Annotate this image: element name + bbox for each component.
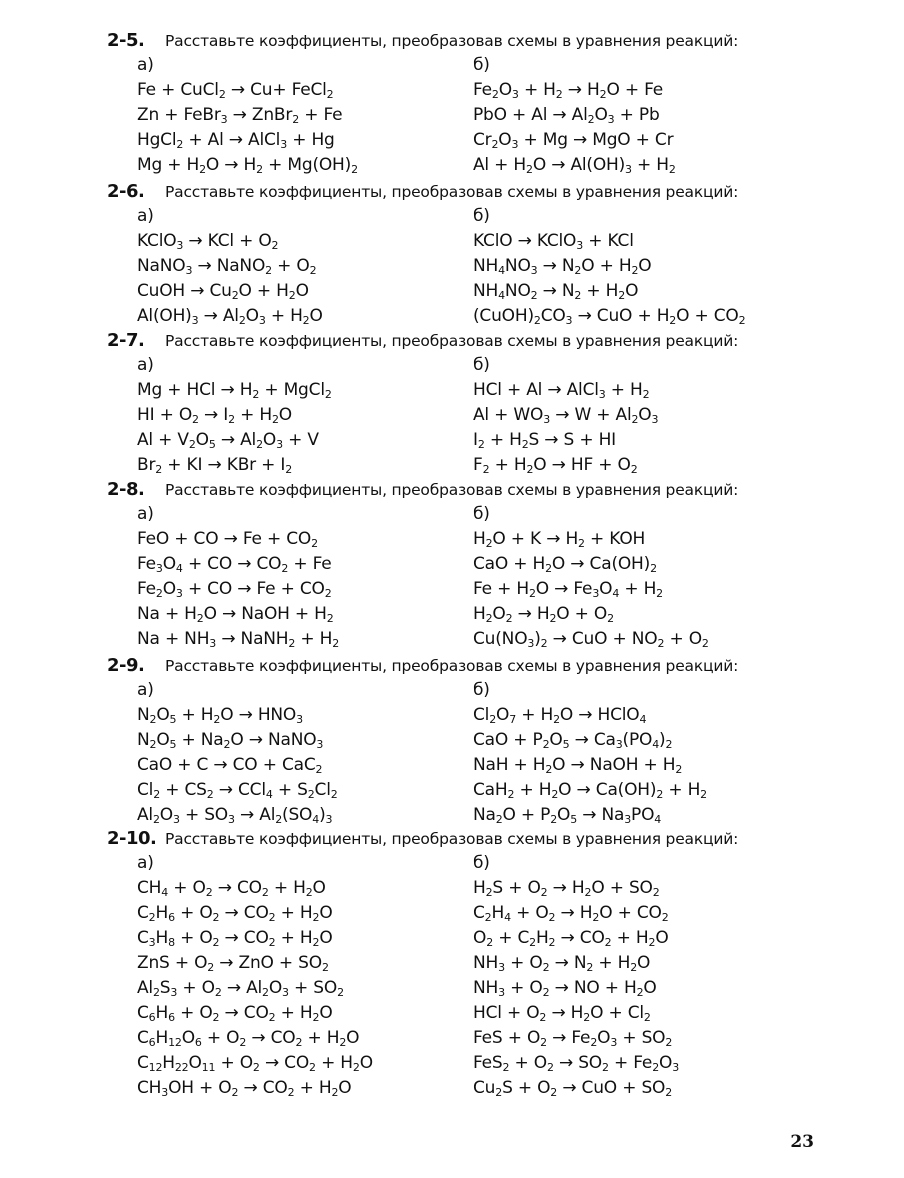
reaction-scheme: HCl + Al → AlCl$_3$ + $H_2$ bbox=[473, 380, 650, 401]
column-a bbox=[137, 502, 339, 652]
column-label: б) bbox=[473, 680, 490, 700]
problem-2-10 bbox=[107, 826, 827, 1101]
problem-number: 2-7. bbox=[107, 330, 145, 351]
reaction-scheme: FeO + CO → $Fe + CO_2$ bbox=[137, 529, 318, 550]
problem-2-9 bbox=[107, 653, 827, 828]
column-b bbox=[473, 502, 709, 652]
column-label: б) bbox=[473, 504, 490, 524]
problem-title bbox=[107, 28, 827, 53]
reaction-columns bbox=[107, 851, 827, 1101]
column-b bbox=[473, 53, 676, 178]
problem-number: 2-9. bbox=[107, 655, 145, 676]
reaction-scheme: KClO$_3$ → KCl + $O_2$ bbox=[137, 231, 279, 252]
reaction-scheme: $Na + NH_3$ → NaNH$_2$ + $H_2$ bbox=[137, 629, 340, 650]
problem-title bbox=[107, 179, 827, 204]
reaction-scheme: ZnS + $O_2$ → ZnO + $SO_2$ bbox=[137, 953, 329, 974]
problem-title bbox=[107, 826, 827, 851]
problem-number: 2-6. bbox=[107, 181, 145, 202]
problem-instruction: Расставьте коэффициенты, преобразовав схемы в уравнения реакций: bbox=[165, 183, 739, 201]
column-label: б) bbox=[473, 206, 490, 226]
reaction-scheme: $Al + WO_3 \to W + Al_2O_3$ bbox=[473, 405, 659, 426]
reaction-scheme: $Mg + H_2O \to H_2 + Mg(OH)_2$ bbox=[137, 155, 358, 176]
reaction-scheme: $C_{12}H_{22}O_{11} + O_2 \to CO_2 + H_2O$ bbox=[137, 1053, 373, 1074]
reaction-scheme: $F_2 + H_2O$ → HF + $O_2$ bbox=[473, 455, 638, 476]
reaction-scheme: CaO + $H_2O \to Ca(OH)_2$ bbox=[473, 554, 657, 575]
reaction-scheme: $C_2H_6 + O_2 \to CO_2 + H_2O$ bbox=[137, 903, 333, 924]
problem-title bbox=[107, 477, 827, 502]
reaction-scheme: Fe + CuCl$_2$ → Cu+ FeCl$_2$ bbox=[137, 80, 334, 101]
column-label: б) bbox=[473, 853, 490, 873]
reaction-scheme: $C_6H_6 + O_2 \to CO_2 + H_2O$ bbox=[137, 1003, 333, 1024]
reaction-columns bbox=[107, 353, 827, 478]
problem-instruction: Расставьте коэффициенты, преобразовав схемы в уравнения реакций: bbox=[165, 481, 739, 499]
problem-instruction: Расставьте коэффициенты, преобразовав схемы в уравнения реакций: bbox=[165, 657, 739, 675]
column-a bbox=[137, 851, 373, 1101]
reaction-scheme: KClO → KClO$_3$ + KCl bbox=[473, 231, 634, 252]
column-a bbox=[137, 53, 358, 178]
problem-2-7 bbox=[107, 328, 827, 478]
column-label: а) bbox=[137, 853, 154, 873]
reaction-scheme: Mg + HCl → $H_2$ + MgCl$_2$ bbox=[137, 380, 332, 401]
problem-instruction: Расставьте коэффициенты, преобразовав схемы в уравнения реакций: bbox=[165, 830, 739, 848]
column-label: б) bbox=[473, 55, 490, 75]
reaction-columns bbox=[107, 53, 827, 178]
reaction-scheme: $Al_2S_3 + O_2 \to Al_2O_3 + SO_2$ bbox=[137, 978, 344, 999]
reaction-scheme: $Al_2O_3 + SO_3 \to Al_2(SO_4)_3$ bbox=[137, 805, 333, 826]
column-a bbox=[137, 204, 323, 329]
column-b bbox=[473, 851, 679, 1101]
column-label: а) bbox=[137, 206, 154, 226]
column-b bbox=[473, 678, 707, 828]
reaction-scheme: $Al + H_2O \to Al(OH)_3 + H_2$ bbox=[473, 155, 676, 176]
reaction-scheme: $NH_3 + O_2 \to N_2 + H_2O$ bbox=[473, 953, 651, 974]
reaction-scheme: $NH_4NO_3 \to N_2O + H_2O$ bbox=[473, 256, 652, 277]
reaction-columns bbox=[107, 502, 827, 652]
reaction-scheme: $Fe_2O_3$ + CO → $Fe + CO_2$ bbox=[137, 579, 332, 600]
reaction-scheme: $Cl_2 + CS_2 \to CCl_4 + S_2Cl_2$ bbox=[137, 780, 338, 801]
problem-2-8 bbox=[107, 477, 827, 652]
reaction-scheme: CuOH → $Cu_2O + H_2O$ bbox=[137, 281, 309, 302]
column-label: а) bbox=[137, 680, 154, 700]
reaction-scheme: $I_2 + H_2S \to S$ + HI bbox=[473, 430, 616, 451]
reaction-scheme: $Fe_3O_4$ + CO → $CO_2 + Fe$ bbox=[137, 554, 332, 575]
problem-2-6 bbox=[107, 179, 827, 329]
reaction-scheme: PbO + $Al \to Al_2O_3 + Pb$ bbox=[473, 105, 660, 126]
reaction-scheme: Zn + FeBr$_3$ → ZnBr$_2$ + Fe bbox=[137, 105, 343, 126]
reaction-scheme: FeS + $O_2 \to Fe_2O_3 + SO_2$ bbox=[473, 1028, 673, 1049]
reaction-scheme: $H_2O_2 \to H_2O + O_2$ bbox=[473, 604, 614, 625]
problem-number: 2-10. bbox=[107, 828, 157, 849]
reaction-scheme: $CH_3OH + O_2 \to CO_2 + H_2O$ bbox=[137, 1078, 352, 1099]
reaction-scheme: HgCl$_2$ + Al → AlCl$_3$ + Hg bbox=[137, 130, 335, 151]
reaction-scheme: $C_2H_4 + O_2 \to H_2O + CO_2$ bbox=[473, 903, 669, 924]
column-a bbox=[137, 353, 332, 478]
reaction-scheme: NaNO$_3$ → NaNO$_2$ + $O_2$ bbox=[137, 256, 317, 277]
problem-number: 2-5. bbox=[107, 30, 145, 51]
column-label: а) bbox=[137, 55, 154, 75]
column-a bbox=[137, 678, 338, 828]
page-number: 23 bbox=[790, 1132, 814, 1152]
reaction-scheme: $NH_3 + O_2$ → NO + $H_2O$ bbox=[473, 978, 657, 999]
reaction-scheme: $CaH_2 + H_2O \to Ca(OH)_2 + H_2$ bbox=[473, 780, 707, 801]
reaction-scheme: $Cu_2S + O_2$ → CuO + $SO_2$ bbox=[473, 1078, 673, 1099]
reaction-scheme: $O_2 + C_2H_2 \to CO_2 + H_2O$ bbox=[473, 928, 669, 949]
reaction-scheme: $H_2S + O_2 \to H_2O + SO_2$ bbox=[473, 878, 660, 899]
reaction-scheme: $Al + V_2O_5 \to Al_2O_3 + V$ bbox=[137, 430, 319, 451]
column-label: а) bbox=[137, 504, 154, 524]
problem-2-5 bbox=[107, 28, 827, 178]
reaction-scheme: $N_2O_5 + Na_2O$ → NaNO$_3$ bbox=[137, 730, 324, 751]
problem-number: 2-8. bbox=[107, 479, 145, 500]
reaction-scheme: $Cl_2O_7 + H_2O$ → HClO$_4$ bbox=[473, 705, 647, 726]
reaction-scheme: $Cr_2O_3 + Mg$ → MgO + Cr bbox=[473, 130, 674, 151]
reaction-scheme: $C_3H_8 + O_2 \to CO_2 + H_2O$ bbox=[137, 928, 333, 949]
reaction-scheme: $CH_4 + O_2 \to CO_2 + H_2O$ bbox=[137, 878, 326, 899]
reaction-scheme: $FeS_2 + O_2 \to SO_2 + Fe_2O_3$ bbox=[473, 1053, 679, 1074]
reaction-scheme: HCl + $O_2 \to H_2O + Cl_2$ bbox=[473, 1003, 651, 1024]
reaction-scheme: $Br_2$ + KI → KBr + $I_2$ bbox=[137, 455, 293, 476]
reaction-scheme: $NH_4NO_2 \to N_2 + H_2O$ bbox=[473, 281, 639, 302]
column-label: б) bbox=[473, 355, 490, 375]
problem-instruction: Расставьте коэффициенты, преобразовав схемы в уравнения реакций: bbox=[165, 32, 739, 50]
problem-title bbox=[107, 653, 827, 678]
reaction-scheme: $N_2O_5 + H_2O \to HNO_3$ bbox=[137, 705, 303, 726]
reaction-scheme: CaO + $P_2O_5 \to Ca_3(PO_4)_2$ bbox=[473, 730, 673, 751]
reaction-columns bbox=[107, 678, 827, 828]
column-label: а) bbox=[137, 355, 154, 375]
reaction-scheme: $C_6H_{12}O_6 + O_2 \to CO_2 + H_2O$ bbox=[137, 1028, 360, 1049]
reaction-scheme: $Al(OH)_3 \to Al_2O_3 + H_2O$ bbox=[137, 306, 323, 327]
reaction-scheme: $Fe + H_2O \to Fe_3O_4 + H_2$ bbox=[473, 579, 663, 600]
reaction-scheme: $Fe_2O_3 + H_2 \to H_2O + Fe$ bbox=[473, 80, 663, 101]
reaction-columns bbox=[107, 204, 827, 329]
problem-instruction: Расставьте коэффициенты, преобразовав схемы в уравнения реакций: bbox=[165, 332, 739, 350]
column-b bbox=[473, 204, 745, 329]
reaction-scheme: $Na_2O + P_2O_5 \to Na_3PO_4$ bbox=[473, 805, 662, 826]
reaction-scheme: $H_2O + K \to H_2$ + KOH bbox=[473, 529, 646, 550]
problem-title bbox=[107, 328, 827, 353]
reaction-scheme: HI + $O_2 \to I_2 + H_2O$ bbox=[137, 405, 292, 426]
reaction-scheme: CaO + C → CO + CaC$_2$ bbox=[137, 755, 323, 776]
reaction-scheme: NaH + $H_2O$ → NaOH + $H_2$ bbox=[473, 755, 683, 776]
reaction-scheme: $Cu(NO_3)_2$ → CuO + $NO_2 + O_2$ bbox=[473, 629, 709, 650]
reaction-scheme: $(CuOH)_2CO_3$ → CuO + $H_2O + CO_2$ bbox=[473, 306, 746, 327]
reaction-scheme: $Na + H_2O$ → NaOH + $H_2$ bbox=[137, 604, 334, 625]
column-b bbox=[473, 353, 658, 478]
